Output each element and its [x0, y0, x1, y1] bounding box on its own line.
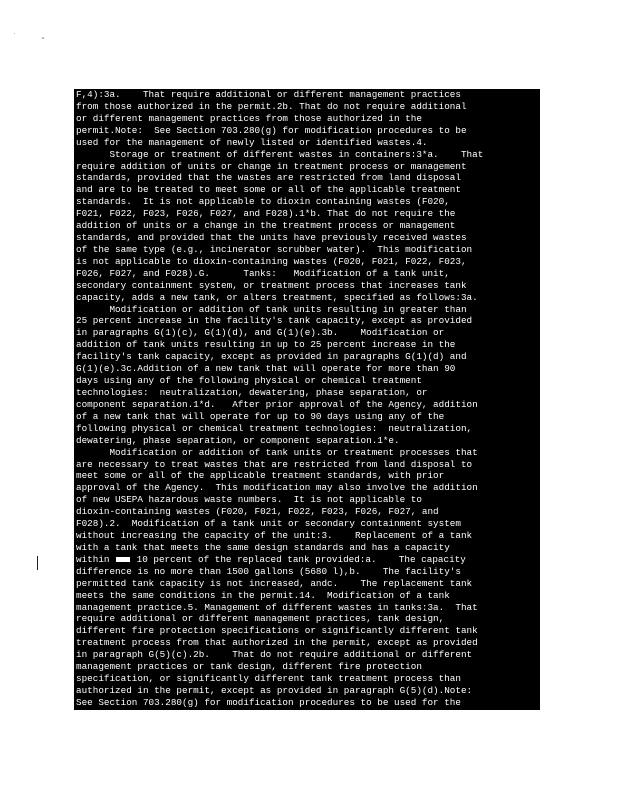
document-line: in paragraphs G(1)(c), G(1)(d), and G(1)(e).3b. Modification or: [76, 327, 445, 339]
document-line: of new USEPA hazardous waste numbers. It is not applicable to: [76, 494, 422, 506]
document-line: G(1)(e).3c.Addition of a new tank that will operate for more than 90: [76, 363, 456, 375]
document-line: dewatering, phase separation, or component separation.1*e.: [76, 434, 400, 446]
document-line: of the same type (e.g., incinerator scrubber water). This modification: [76, 243, 473, 255]
document-line: from those authorized in the permit.2b. That do not require additional: [76, 100, 467, 112]
document-line: permitted tank capacity is not increased, andc. The replacement tank: [76, 577, 473, 589]
document-line: meet some or all of the applicable treatment standards, with prior: [76, 470, 445, 482]
document-line: addition of tank units resulting in up to 25 percent increase in the: [76, 339, 456, 351]
document-line: treatment process from that authorized in the permit, except as provided: [76, 637, 478, 649]
document-line: facility's tank capacity, except as provided in paragraphs G(1)(d) and: [76, 351, 467, 363]
document-line: with a tank that meets the same design standards and has a capacity: [76, 541, 450, 553]
scan-mark: [37, 556, 38, 570]
document-line: days using any of the following physical or chemical treatment: [76, 375, 422, 387]
document-line: addition of units or a change in the treatment process or management: [76, 220, 456, 232]
redaction-mark: [116, 557, 130, 562]
document-line: management practice.5. Management of different wastes in tanks:3a. That: [76, 601, 478, 613]
document-line: F026, F027, and F028).G. Tanks: Modification of a tank unit,: [76, 267, 450, 279]
document-line: standards, and provided that the units have previously received wastes: [76, 232, 467, 244]
document-line: of a new tank that will operate for up to 90 days using any of the: [76, 410, 445, 422]
document-line: permit.Note: See Section 703.280(g) for modification procedures to be: [76, 124, 467, 136]
document-line: See Section 703.280(g) for modification procedures to be used for the: [76, 696, 461, 708]
inverted-text-block: [74, 89, 540, 710]
document-line: specification, or significantly different tank treatment process than: [76, 673, 461, 685]
document-line: F021, F022, F023, F026, F027, and F028).1*b. That do not require the: [76, 208, 456, 220]
document-line: different fire protection specifications or significantly different tank: [76, 625, 478, 637]
document-line: capacity, adds a new tank, or alters treatment, specified as follows:3a.: [76, 291, 478, 303]
document-line: standards, provided that the wastes are restricted from land disposal: [76, 172, 461, 184]
document-line: standards. It is not applicable to dioxin containing wastes (F020,: [76, 196, 450, 208]
document-line: or different management practices from those authorized in the: [76, 112, 422, 124]
document-line: within 10 percent of the replaced tank provided:a. The capacity: [76, 553, 466, 565]
document-line: dioxin-containing wastes (F020, F021, F022, F023, F026, F027, and: [76, 506, 439, 518]
document-line: Storage or treatment of different wastes in containers:3*a. That: [76, 148, 484, 160]
document-line: require additional or different management practices, tank design,: [76, 613, 445, 625]
document-line: Modification or addition of tank units resulting in greater than: [76, 303, 467, 315]
document-line: authorized in the permit, except as provided in paragraph G(5)(d).Note:: [76, 685, 473, 696]
document-line: F,4):3a. That require additional or different management practices: [76, 89, 461, 100]
scan-speck: [42, 37, 44, 39]
document-line: require addition of units or change in treatment process or management: [76, 160, 467, 172]
document-line: 25 percent increase in the facility's tank capacity, except as provided: [76, 315, 473, 327]
document-line: following physical or chemical treatment technologies: neutralization,: [76, 422, 473, 434]
document-line: and are to be treated to meet some or all of the applicable treatment: [76, 184, 461, 196]
document-line: secondary containment system, or treatment process that increases tank: [76, 279, 467, 291]
document-line: in paragraph G(5)(c).2b. That do not require additional or different: [76, 649, 473, 661]
document-line: approval of the Agency. This modification may also involve the addition: [76, 482, 478, 494]
document-line: F028).2. Modification of a tank unit or secondary containment system: [76, 518, 461, 530]
document-line: technologies: neutralization, dewatering, phase separation, or: [76, 387, 428, 398]
document-line: are necessary to treat wastes that are restricted from land disposal to: [76, 458, 473, 470]
document-line: without increasing the capacity of the unit:3. Replacement of a tank: [76, 530, 473, 542]
document-line: Modification or addition of tank units or treatment processes that: [76, 446, 478, 458]
document-line: is not applicable to dioxin-containing wastes (F020, F021, F022, F023,: [76, 255, 467, 267]
document-line: used for the management of newly listed or identified wastes.4.: [76, 136, 428, 148]
document-line: meets the same conditions in the permit.14. Modification of a tank: [76, 589, 450, 601]
document-line: management practices or tank design, different fire protection: [76, 661, 422, 673]
scan-speck: [14, 33, 15, 34]
document-line: component separation.1*d. After prior approval of the Agency, addition: [76, 398, 478, 410]
document-line: difference is no more than 1500 gallons (5680 l),b. The facility's: [76, 565, 461, 577]
